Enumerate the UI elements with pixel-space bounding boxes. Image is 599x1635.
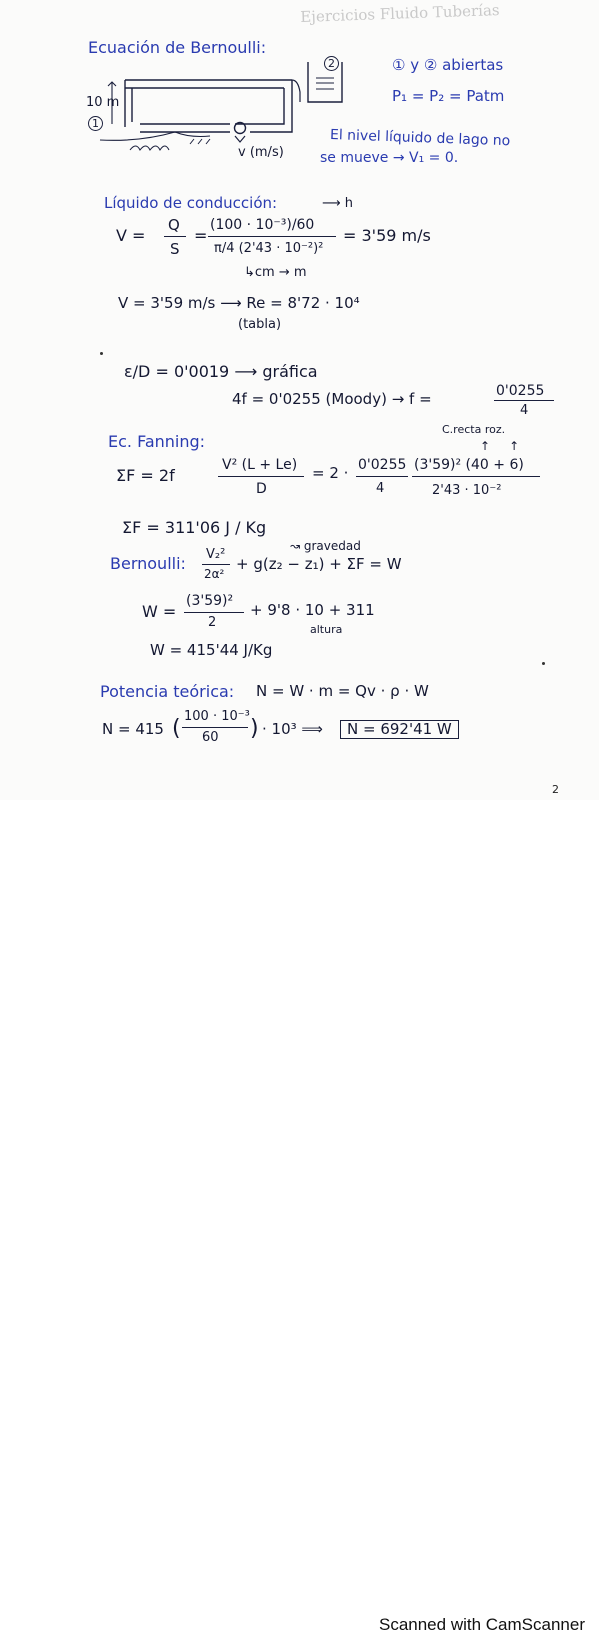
pressure-equation: P₁ = P₂ = Patm [392, 87, 505, 105]
velocity-section-label: Líquido de conducción: [104, 194, 278, 212]
point-1-marker: 1 [88, 116, 103, 131]
height-label: 10 m [86, 95, 120, 110]
velocity-label: v (m/s) [238, 145, 284, 160]
level-note-line2: se mueve → V₁ = 0. [320, 150, 459, 166]
velocity-result: = 3'59 m/s [343, 226, 431, 245]
potencia-calc-rest: · 10³ ⟹ [262, 720, 323, 738]
fanning-heading: Ec. Fanning: [108, 432, 206, 451]
velocity-frac1-num: Q [168, 216, 180, 234]
fanning-eq-sign: = 2 · [312, 464, 349, 482]
fanning-mid-num: 0'0255 [358, 457, 407, 473]
open-tanks-note: ① y ② abiertas [392, 56, 504, 74]
tabla-note: (tabla) [238, 317, 282, 332]
fanning-frac-bar [218, 476, 304, 477]
bullet-dot [542, 662, 545, 665]
gravedad-note-text: gravedad [303, 539, 361, 553]
f-fraction-num: 0'0255 [496, 383, 545, 399]
paren-close: ) [250, 716, 259, 741]
potencia-heading: Potencia teórica: [100, 682, 235, 701]
potencia-frac-num: 100 · 10⁻³ [184, 709, 250, 724]
point-2-marker: 2 [324, 56, 339, 71]
bleed-through-title: Ejercicios Fluido Tuberías [300, 1, 500, 26]
moody-equation: 4f = 0'0255 (Moody) → f = [232, 390, 432, 408]
fanning-mid-den: 4 [376, 481, 385, 496]
potencia-frac-bar [182, 727, 248, 728]
potencia-equation: N = W · m = Qv · ρ · W [256, 682, 429, 700]
fanning-right-bar [412, 476, 540, 477]
velocity-frac2-den: π/4 (2'43 · 10⁻²)² [214, 241, 324, 256]
gravedad-note: ↝ gravedad [290, 539, 361, 553]
fanning-annotation: C.recta roz. [442, 423, 506, 436]
velocity-arrow-h: ⟶ h [322, 196, 354, 211]
fanning-frac-den: D [256, 481, 267, 497]
fanning-right-den: 2'43 · 10⁻² [432, 483, 502, 498]
f-fraction-bar [494, 400, 554, 401]
work-frac-den: 2 [208, 615, 217, 630]
potencia-calc-lhs: N = 415 [102, 720, 164, 738]
fanning-frac-num: V² (L + Le) [222, 457, 298, 473]
fanning-right-num: (3'59)² (40 + 6) [414, 457, 524, 473]
fanning-annotation-arrows: ↑ ↑ [480, 439, 520, 453]
work-result: W = 415'44 J/Kg [150, 641, 273, 659]
scanner-watermark: Scanned with CamScanner [378, 1615, 585, 1634]
work-frac-bar [184, 612, 244, 613]
bernoulli-label: Bernoulli: [110, 554, 186, 573]
work-frac-num: (3'59)² [186, 593, 234, 609]
f-fraction-den: 4 [520, 403, 529, 418]
potencia-frac-den: 60 [202, 730, 219, 745]
velocity-frac2-bar [208, 236, 336, 237]
scanner-footer [0, 800, 599, 1634]
work-rest: + 9'8 · 10 + 311 [250, 601, 375, 619]
fanning-lhs: ΣF = 2f [116, 466, 175, 485]
paren-open: ( [172, 716, 181, 741]
roughness-equation: ε/D = 0'0019 ⟶ gráfica [124, 362, 318, 381]
bernoulli-frac-num: V₂² [206, 547, 226, 562]
work-lhs: W = [142, 602, 177, 621]
level-note-line1: El nivel líquido de lago no [329, 127, 511, 150]
bullet-dot [100, 352, 103, 355]
potencia-result-box: N = 692'41 W [340, 720, 459, 739]
unit-conversion-note: ↳cm → m [244, 265, 307, 280]
velocity-eq-lhs: V = [116, 226, 146, 245]
bernoulli-eq-rest: + g(z₂ − z₁) + ΣF = W [236, 555, 402, 573]
velocity-frac1-den: S [170, 240, 180, 258]
bernoulli-frac-den: 2α² [204, 567, 225, 581]
velocity-frac2-num: (100 · 10⁻³)/60 [210, 217, 315, 233]
velocity-frac1-bar [164, 236, 186, 237]
velocity-arrow-h-text: h [344, 196, 354, 211]
fanning-result: ΣF = 311'06 J / Kg [122, 518, 267, 537]
page-number: 2 [552, 783, 559, 796]
bernoulli-frac-bar [202, 564, 230, 565]
scanned-page [0, 0, 599, 800]
bernoulli-heading: Ecuación de Bernoulli: [88, 38, 267, 57]
altura-note: altura [310, 623, 343, 636]
fanning-mid-bar [356, 476, 408, 477]
velocity-eq-sign: = [194, 226, 208, 245]
reynolds-equation: V = 3'59 m/s ⟶ Re = 8'72 · 10⁴ [118, 294, 360, 312]
